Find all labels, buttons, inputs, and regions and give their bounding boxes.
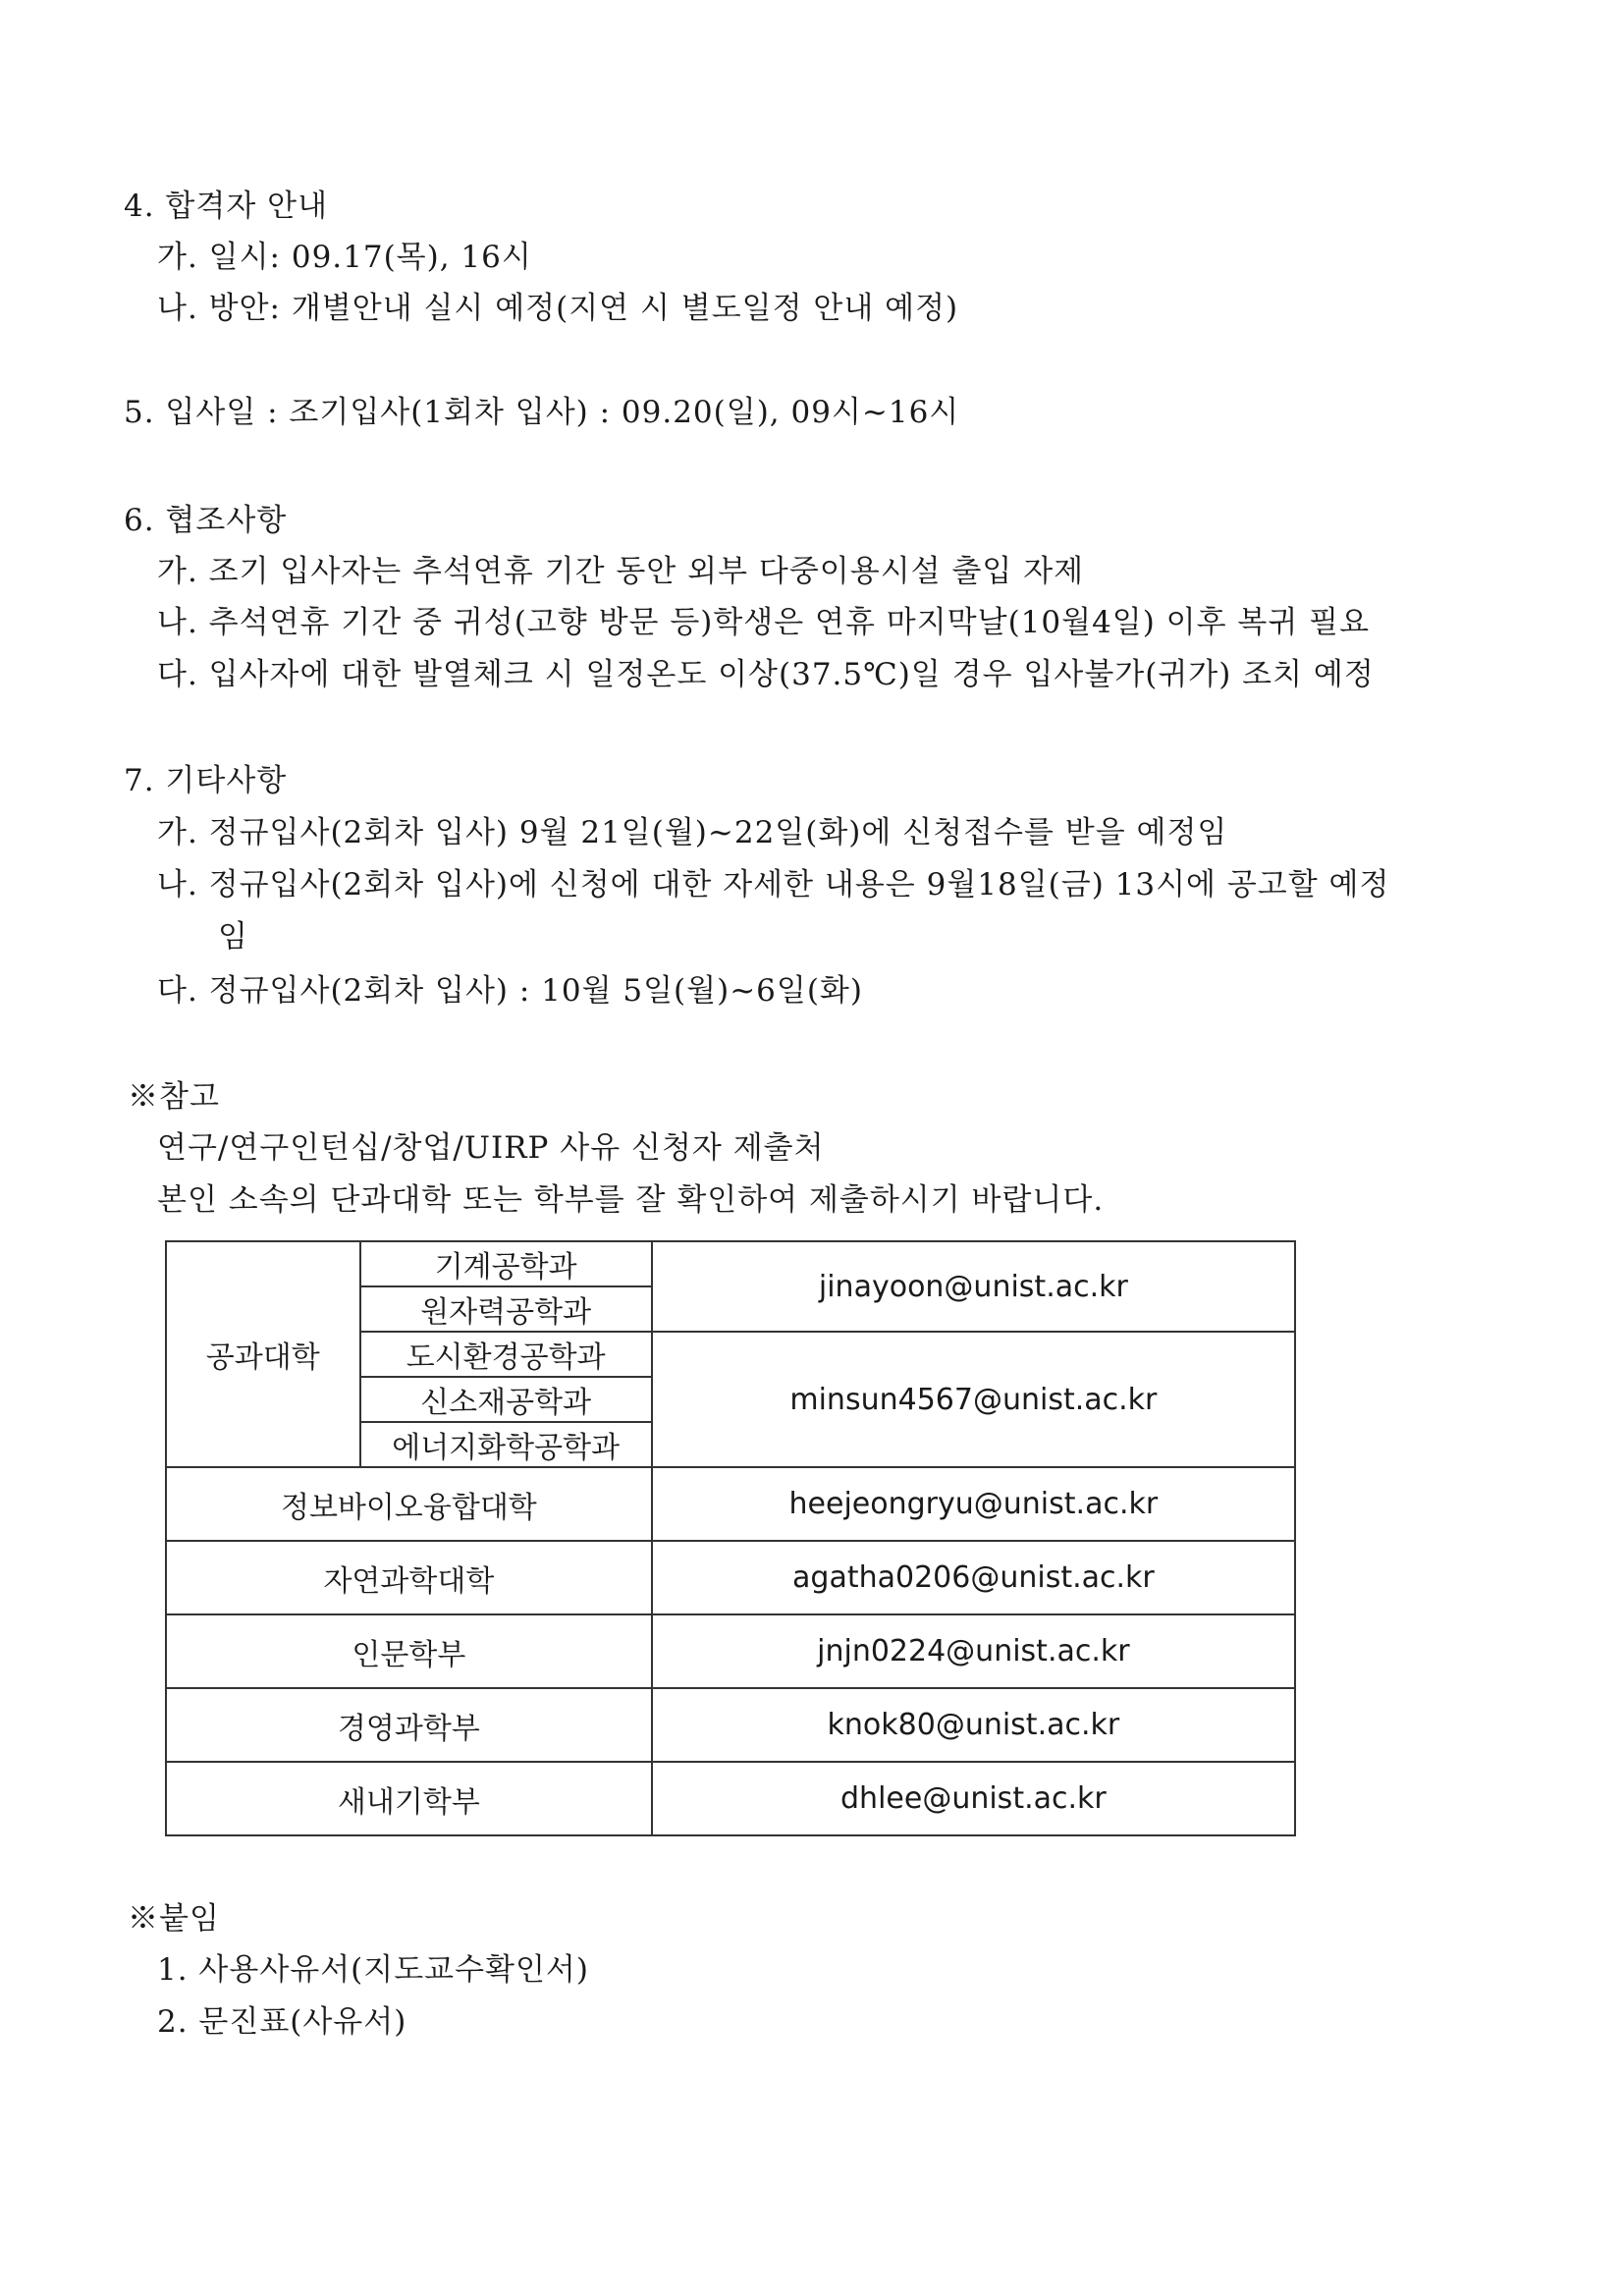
- attachments-heading: ※붙임: [128, 1901, 220, 1937]
- department-cell: 에너지화학공학과: [360, 1422, 652, 1467]
- reference-heading: ※참고: [128, 1079, 220, 1115]
- contact-table: [165, 1240, 1296, 1836]
- department-cell: 기계공학과: [360, 1241, 652, 1286]
- college-cell: 인문학부: [166, 1614, 652, 1688]
- attachment-item-1: 1. 사용사유서(지도교수확인서): [157, 1952, 589, 1988]
- section-4-item-1: 가. 일시: 09.17(목), 16시: [157, 240, 532, 275]
- section-6-item-1: 가. 조기 입사자는 추석연휴 기간 동안 외부 다중이용시설 출입 자제: [157, 554, 1085, 589]
- department-cell: 신소재공학과: [360, 1377, 652, 1422]
- section-7-item-2: 나. 정규입사(2회차 입사)에 신청에 대한 자세한 내용은 9월18일(금) 13시에 공고할 예정: [157, 867, 1390, 902]
- section-7-item-1: 가. 정규입사(2회차 입사) 9월 21일(월)~22일(화)에 신청접수를 받을 예정임: [157, 815, 1228, 850]
- college-cell: 새내기학부: [166, 1762, 652, 1835]
- college-cell-engineering: 공과대학: [166, 1241, 360, 1467]
- section-7-heading: 7. 기타사항: [124, 763, 288, 798]
- section-4-item-2: 나. 방안: 개별안내 실시 예정(지연 시 별도일정 안내 예정): [157, 291, 959, 326]
- email-cell: agatha0206@unist.ac.kr: [652, 1541, 1295, 1614]
- email-cell: minsun4567@unist.ac.kr: [652, 1332, 1295, 1467]
- college-cell: 정보바이오융합대학: [166, 1467, 652, 1541]
- email-cell: knok80@unist.ac.kr: [652, 1688, 1295, 1762]
- reference-line-2: 본인 소속의 단과대학 또는 학부를 잘 확인하여 제출하시기 바랍니다.: [157, 1182, 1105, 1218]
- college-cell: 경영과학부: [166, 1688, 652, 1762]
- section-4-heading: 4. 합격자 안내: [124, 189, 329, 224]
- email-cell: jinayoon@unist.ac.kr: [652, 1241, 1295, 1332]
- reference-line-1: 연구/연구인턴십/창업/UIRP 사유 신청자 제출처: [157, 1130, 825, 1166]
- email-cell: jnjn0224@unist.ac.kr: [652, 1614, 1295, 1688]
- college-cell: 자연과학대학: [166, 1541, 652, 1614]
- section-6-item-2: 나. 추석연휴 기간 중 귀성(고향 방문 등)학생은 연휴 마지막날(10월4일) 이후 복귀 필요: [157, 605, 1371, 640]
- attachment-item-2: 2. 문진표(사유서): [157, 2004, 407, 2040]
- section-7-item-3: 다. 정규입사(2회차 입사) : 10월 5일(월)~6일(화): [157, 973, 863, 1009]
- department-cell: 원자력공학과: [360, 1286, 652, 1332]
- email-cell: dhlee@unist.ac.kr: [652, 1762, 1295, 1835]
- email-cell: heejeongryu@unist.ac.kr: [652, 1467, 1295, 1541]
- department-cell: 도시환경공학과: [360, 1332, 652, 1377]
- section-7-item-2-continued: 임: [218, 919, 248, 955]
- section-6-heading: 6. 협조사항: [124, 503, 288, 538]
- section-5-heading: 5. 입사일 : 조기입사(1회차 입사) : 09.20(일), 09시~16시: [124, 395, 960, 430]
- section-6-item-3: 다. 입사자에 대한 발열체크 시 일정온도 이상(37.5℃)일 경우 입사불가(귀가) 조치 예정: [157, 657, 1375, 692]
